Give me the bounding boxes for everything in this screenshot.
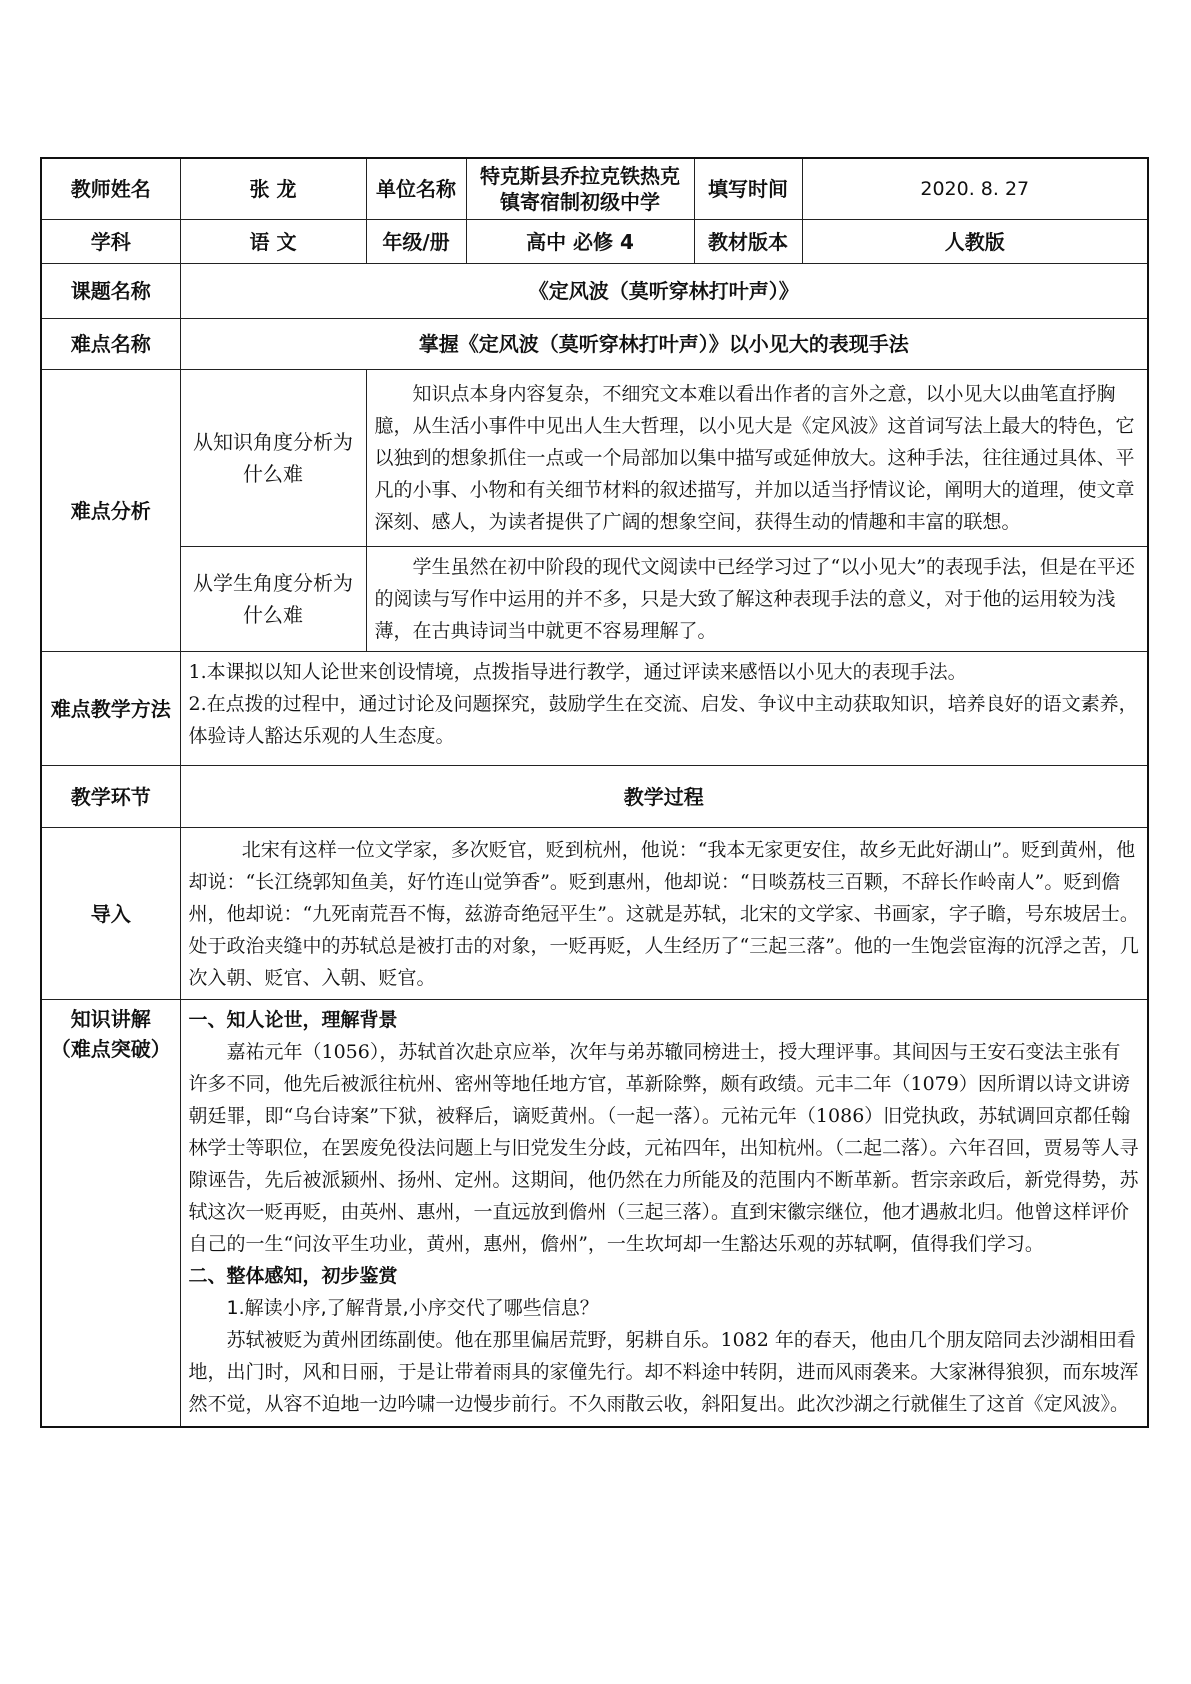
lesson-plan-table xyxy=(40,157,1149,1428)
teacher-name-label: 教师姓名 xyxy=(41,158,180,220)
method-item-2: 2.在点拨的过程中，通过讨论及问题探究，鼓励学生在交流、启发、争议中主动获取知识，培养良好的语文素养，体验诗人豁达乐观的人生态度。 xyxy=(188,693,1138,747)
topic-row xyxy=(41,264,1148,319)
knowledge-angle-text: 知识点本身内容复杂，不细究文本难以看出作者的言外之意，以小见大以曲笔直抒胸臆，从生活小事件中见出人生大哲理，以小见大是《定风波》这首词写法上最大的特色，它以独到的想象抓住一点或一个局部加以集中描写或延伸放大。这种手法，往往通过具体、平凡的小事、小物和有关细节材料的叙述描写，并加以适当抒情议论，阐明大的道理，使文章深刻、感人，为读者提供了广阔的想象空间，获得生动的情趣和丰富的联想。 xyxy=(366,370,1148,547)
topic-value: 《定风波（莫听穿林打叶声）》 xyxy=(180,264,1148,319)
section-1-title: 一、知人论世，理解背景 xyxy=(188,1009,398,1031)
header-row-2 xyxy=(41,220,1148,264)
knowledge-row xyxy=(41,1000,1148,1428)
process-stage-label: 教学环节 xyxy=(41,766,180,828)
knowledge-content xyxy=(180,1000,1148,1428)
difficulty-row xyxy=(41,319,1148,370)
difficulty-value: 掌握《定风波（莫听穿林打叶声）》以小见大的表现手法 xyxy=(180,319,1148,370)
section-2-text: 苏轼被贬为黄州团练副使。他在那里偏居荒野，躬耕自乐。1082 年的春天，他由几个朋友陪同去沙湖相田看地，出门时，风和日丽，于是让带着雨具的家僮先行。却不料途中转阴，进而风雨袭来。大家淋得狼狈，而东坡浑然不觉，从容不迫地一边吟啸一边慢步前行。不久雨散云收，斜阳复出。此次沙湖之行就催生了这首《定风波》。 xyxy=(188,1329,1139,1415)
student-angle-label: 从学生角度分析为什么难 xyxy=(180,547,366,652)
method-row xyxy=(41,652,1148,766)
fill-time-label: 填写时间 xyxy=(694,158,802,220)
method-content xyxy=(180,652,1148,766)
student-angle-text: 学生虽然在初中阶段的现代文阅读中已经学习过了“以小见大”的表现手法，但是在平还的阅读与写作中运用的并不多，只是大致了解这种表现手法的意义，对于他的运用较为浅薄，在古典诗词当中就更不容易理解了。 xyxy=(366,547,1148,652)
knowledge-label-line-2: （难点突破） xyxy=(50,1037,171,1061)
knowledge-label xyxy=(41,1000,180,1428)
analysis-row-student xyxy=(41,547,1148,652)
analysis-label: 难点分析 xyxy=(41,370,180,652)
process-header-value: 教学过程 xyxy=(180,766,1148,828)
header-row-1 xyxy=(41,158,1148,220)
grade-label: 年级/册 xyxy=(366,220,466,264)
method-item-1: 1.本课拟以知人论世来创设情境，点拨指导进行教学，通过评读来感悟以小见大的表现手法。 xyxy=(188,661,967,683)
analysis-row-knowledge xyxy=(41,370,1148,547)
edition-value: 人教版 xyxy=(802,220,1148,264)
subject-label: 学科 xyxy=(41,220,180,264)
method-label: 难点教学方法 xyxy=(41,652,180,766)
grade-value: 高中 必修 4 xyxy=(466,220,694,264)
unit-name-label: 单位名称 xyxy=(366,158,466,220)
intro-label: 导入 xyxy=(41,828,180,1000)
edition-label: 教材版本 xyxy=(694,220,802,264)
unit-name-value: 特克斯县乔拉克铁热克镇寄宿制初级中学 xyxy=(466,158,694,220)
lesson-plan-sheet xyxy=(40,157,1147,1428)
knowledge-angle-label: 从知识角度分析为什么难 xyxy=(180,370,366,547)
topic-label: 课题名称 xyxy=(41,264,180,319)
question-1: 1.解读小序,了解背景,小序交代了哪些信息？ xyxy=(226,1297,599,1319)
subject-value: 语 文 xyxy=(180,220,366,264)
difficulty-label: 难点名称 xyxy=(41,319,180,370)
section-1-text: 嘉祐元年（1056），苏轼首次赴京应举，次年与弟苏辙同榜进士，授大理评事。其间因与王安石变法主张有许多不同，他先后被派往杭州、密州等地任地方官，革新除弊，颇有政绩。元丰二年（1079）因所谓以诗文讲谤朝廷罪，即“乌台诗案”下狱，被释后，谪贬黄州。（一起一落）。元祐元年（1086）旧党执政，苏轼调回京都任翰林学士等职位，在罢废免役法问题上与旧党发生分歧，元祐四年，出知杭州。（二起二落）。六年召回，贾易等人寻隙诬告，先后被派颍州、扬州、定州。这期间，他仍然在力所能及的范围内不断革新。哲宗亲政后，新党得势，苏轼这次一贬再贬，由英州、惠州，一直远放到儋州（三起三落）。直到宋徽宗继位，他才遇赦北归。他曾这样评价自己的一生“问汝平生功业，黄州，惠州，儋州”，一生坎坷却一生豁达乐观的苏轼啊，值得我们学习。 xyxy=(188,1041,1139,1255)
knowledge-label-line-1: 知识讲解 xyxy=(70,1007,151,1031)
section-2-title: 二、整体感知，初步鉴赏 xyxy=(188,1265,398,1287)
intro-text: 北宋有这样一位文学家，多次贬官，贬到杭州，他说：“我本无家更安住，故乡无此好湖山”。贬到黄州，他却说：“长江绕郭知鱼美，好竹连山觉笋香”。贬到惠州，他却说：“日啖荔枝三百颗，不辞长作岭南人”。贬到儋州，他却说：“九死南荒吾不悔，兹游奇绝冠平生”。这就是苏轼，北宋的文学家、书画家，字子瞻，号东坡居士。处于政治夹缝中的苏轼总是被打击的对象，一贬再贬，人生经历了“三起三落”。他的一生饱尝宦海的沉浮之苦，几次入朝、贬官、入朝、贬官。 xyxy=(180,828,1148,1000)
teacher-name-value: 张 龙 xyxy=(180,158,366,220)
process-header-row xyxy=(41,766,1148,828)
fill-time-value: 2020. 8. 27 xyxy=(802,158,1148,220)
intro-row xyxy=(41,828,1148,1000)
